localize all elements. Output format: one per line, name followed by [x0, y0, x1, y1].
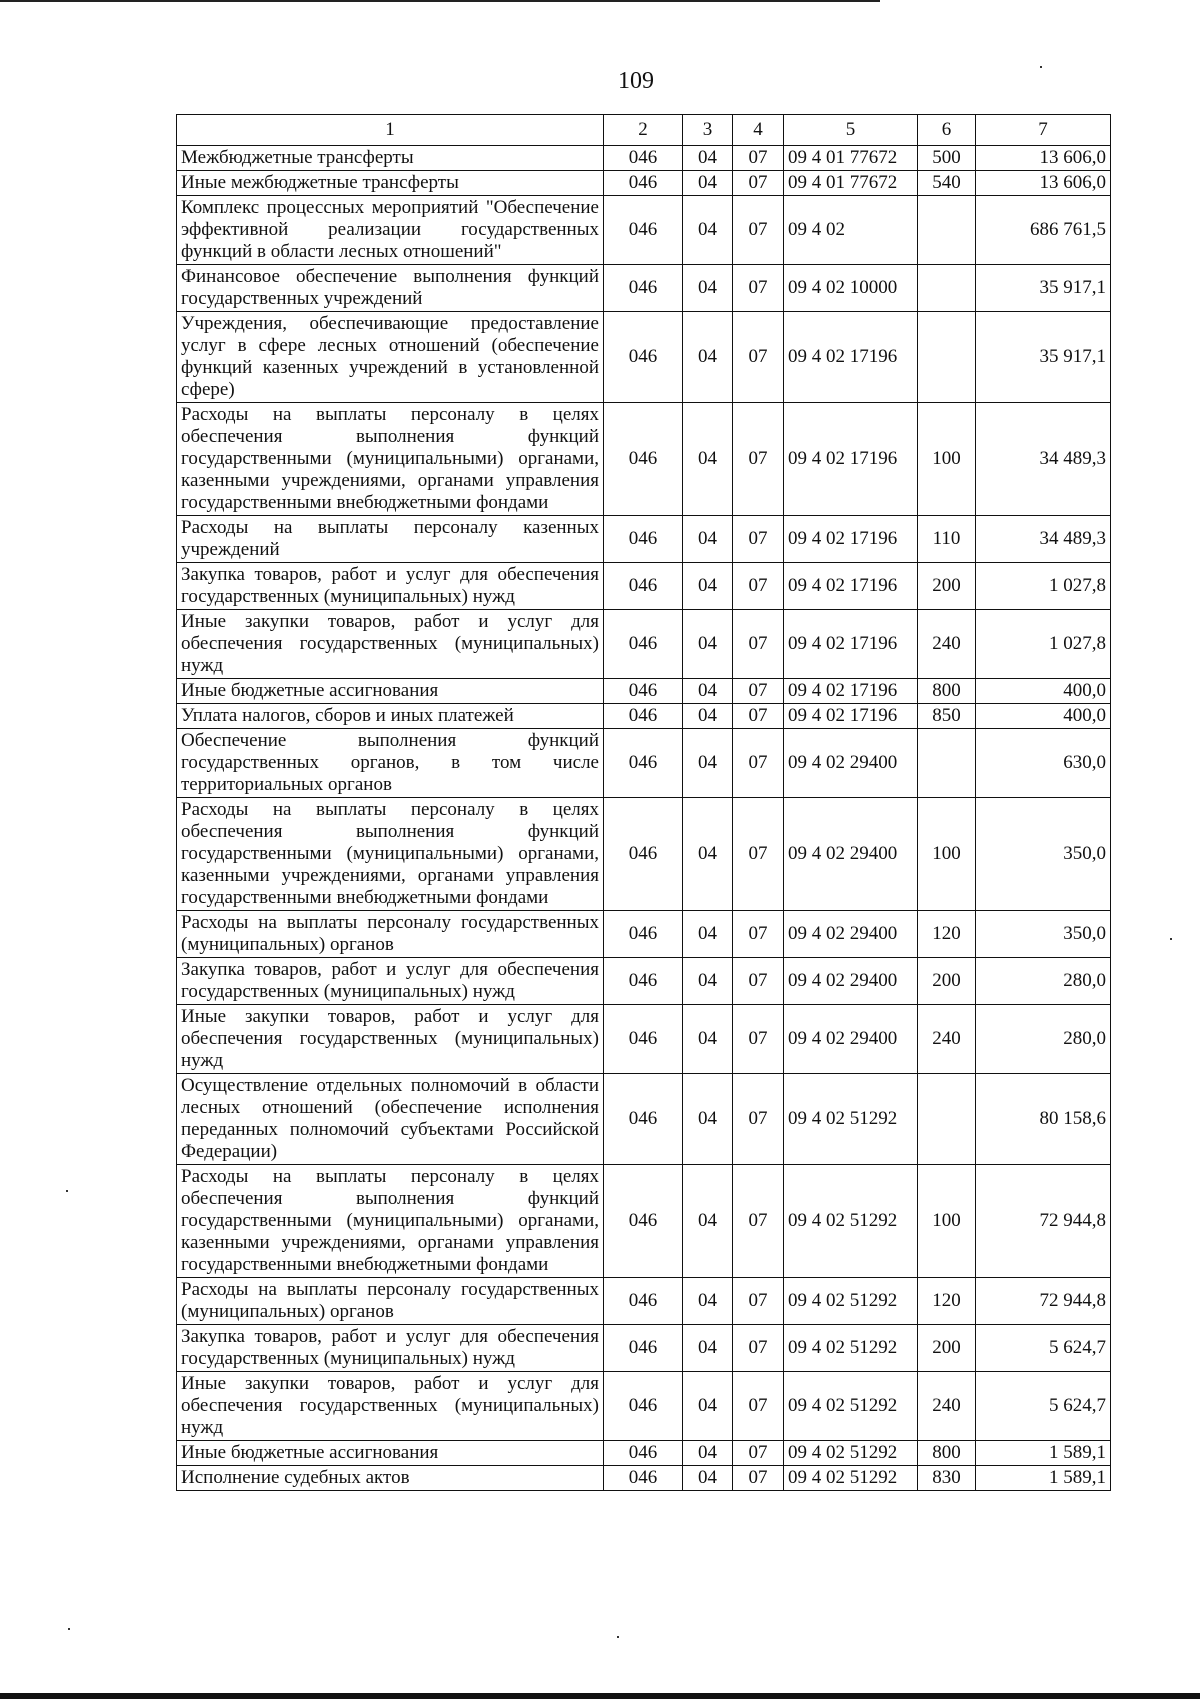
amount-cell: 35 917,1 — [976, 312, 1111, 403]
target-article-cell: 09 4 01 77672 — [784, 171, 918, 196]
expense-type-cell — [918, 196, 976, 265]
expense-type-cell: 200 — [918, 563, 976, 610]
row-name-cell: Иные бюджетные ассигнования — [177, 679, 604, 704]
amount-cell: 280,0 — [976, 1005, 1111, 1074]
table-row — [177, 704, 1111, 729]
amount-cell: 13 606,0 — [976, 171, 1111, 196]
target-article-cell: 09 4 02 10000 — [784, 265, 918, 312]
amount-cell: 34 489,3 — [976, 403, 1111, 516]
table-row — [177, 1441, 1111, 1466]
expense-type-cell: 110 — [918, 516, 976, 563]
target-article-cell: 09 4 02 17196 — [784, 704, 918, 729]
row-name-cell: Расходы на выплаты персоналу казенных учреждений — [177, 516, 604, 563]
table-row — [177, 610, 1111, 679]
expense-type-cell: 800 — [918, 1441, 976, 1466]
ministry-code-cell: 046 — [604, 704, 683, 729]
subsection-code-cell: 07 — [733, 679, 784, 704]
table-row — [177, 911, 1111, 958]
ministry-code-cell: 046 — [604, 563, 683, 610]
target-article-cell: 09 4 02 17196 — [784, 610, 918, 679]
subsection-code-cell: 07 — [733, 516, 784, 563]
table-row — [177, 403, 1111, 516]
section-code-cell: 04 — [683, 911, 733, 958]
target-article-cell: 09 4 02 17196 — [784, 563, 918, 610]
scan-speck — [1040, 66, 1042, 68]
row-name-cell: Учреждения, обеспечивающие предоставление услуг в сфере лесных отношений (обеспечение функций казенных учреждений в установленной сфере) — [177, 312, 604, 403]
expense-type-cell: 800 — [918, 679, 976, 704]
target-article-cell: 09 4 02 29400 — [784, 729, 918, 798]
amount-cell: 5 624,7 — [976, 1325, 1111, 1372]
scan-speck — [1170, 938, 1172, 940]
table-row — [177, 516, 1111, 563]
target-article-cell: 09 4 02 29400 — [784, 911, 918, 958]
section-code-cell: 04 — [683, 729, 733, 798]
row-name-cell: Иные закупки товаров, работ и услуг для обеспечения государственных (муниципальных) нужд — [177, 1372, 604, 1441]
column-header: 1 — [177, 115, 604, 146]
amount-cell: 400,0 — [976, 679, 1111, 704]
subsection-code-cell: 07 — [733, 729, 784, 798]
section-code-cell: 04 — [683, 403, 733, 516]
subsection-code-cell: 07 — [733, 403, 784, 516]
table-row — [177, 563, 1111, 610]
amount-cell: 1 589,1 — [976, 1466, 1111, 1491]
table-row — [177, 1005, 1111, 1074]
row-name-cell: Закупка товаров, работ и услуг для обеспечения государственных (муниципальных) нужд — [177, 958, 604, 1005]
amount-cell: 13 606,0 — [976, 146, 1111, 171]
target-article-cell: 09 4 02 17196 — [784, 403, 918, 516]
table-row — [177, 958, 1111, 1005]
amount-cell: 1 589,1 — [976, 1441, 1111, 1466]
subsection-code-cell: 07 — [733, 1372, 784, 1441]
row-name-cell: Обеспечение выполнения функций государственных органов, в том числе территориальных органов — [177, 729, 604, 798]
ministry-code-cell: 046 — [604, 1441, 683, 1466]
scan-bottom-edge — [0, 1693, 1200, 1699]
scan-top-edge — [0, 0, 880, 2]
ministry-code-cell: 046 — [604, 679, 683, 704]
section-code-cell: 04 — [683, 1466, 733, 1491]
amount-cell: 686 761,5 — [976, 196, 1111, 265]
section-code-cell: 04 — [683, 1325, 733, 1372]
row-name-cell: Уплата налогов, сборов и иных платежей — [177, 704, 604, 729]
subsection-code-cell: 07 — [733, 1165, 784, 1278]
section-code-cell: 04 — [683, 171, 733, 196]
ministry-code-cell: 046 — [604, 1466, 683, 1491]
subsection-code-cell: 07 — [733, 610, 784, 679]
section-code-cell: 04 — [683, 1165, 733, 1278]
page-number: 109 — [618, 68, 654, 94]
target-article-cell: 09 4 01 77672 — [784, 146, 918, 171]
table-row — [177, 1372, 1111, 1441]
ministry-code-cell: 046 — [604, 610, 683, 679]
budget-table — [176, 114, 1111, 1491]
table-row — [177, 1165, 1111, 1278]
expense-type-cell — [918, 265, 976, 312]
expense-type-cell: 500 — [918, 146, 976, 171]
expense-type-cell — [918, 312, 976, 403]
target-article-cell: 09 4 02 51292 — [784, 1325, 918, 1372]
table-row — [177, 1278, 1111, 1325]
section-code-cell: 04 — [683, 1005, 733, 1074]
ministry-code-cell: 046 — [604, 1005, 683, 1074]
subsection-code-cell: 07 — [733, 1466, 784, 1491]
expense-type-cell: 120 — [918, 911, 976, 958]
target-article-cell: 09 4 02 51292 — [784, 1441, 918, 1466]
ministry-code-cell: 046 — [604, 729, 683, 798]
row-name-cell: Иные закупки товаров, работ и услуг для обеспечения государственных (муниципальных) нужд — [177, 610, 604, 679]
amount-cell: 72 944,8 — [976, 1165, 1111, 1278]
amount-cell: 35 917,1 — [976, 265, 1111, 312]
column-header: 3 — [683, 115, 733, 146]
expense-type-cell: 240 — [918, 610, 976, 679]
amount-cell: 1 027,8 — [976, 563, 1111, 610]
subsection-code-cell: 07 — [733, 1441, 784, 1466]
ministry-code-cell: 046 — [604, 798, 683, 911]
section-code-cell: 04 — [683, 265, 733, 312]
ministry-code-cell: 046 — [604, 312, 683, 403]
table-row — [177, 146, 1111, 171]
table-row — [177, 679, 1111, 704]
target-article-cell: 09 4 02 51292 — [784, 1372, 918, 1441]
ministry-code-cell: 046 — [604, 171, 683, 196]
subsection-code-cell: 07 — [733, 312, 784, 403]
table-row — [177, 729, 1111, 798]
table-row — [177, 1466, 1111, 1491]
subsection-code-cell: 07 — [733, 146, 784, 171]
table-row — [177, 798, 1111, 911]
section-code-cell: 04 — [683, 146, 733, 171]
ministry-code-cell: 046 — [604, 1074, 683, 1165]
expense-type-cell: 850 — [918, 704, 976, 729]
section-code-cell: 04 — [683, 704, 733, 729]
expense-type-cell — [918, 729, 976, 798]
amount-cell: 1 027,8 — [976, 610, 1111, 679]
amount-cell: 34 489,3 — [976, 516, 1111, 563]
section-code-cell: 04 — [683, 1074, 733, 1165]
amount-cell: 350,0 — [976, 911, 1111, 958]
section-code-cell: 04 — [683, 196, 733, 265]
amount-cell: 630,0 — [976, 729, 1111, 798]
amount-cell: 400,0 — [976, 704, 1111, 729]
column-header: 4 — [733, 115, 784, 146]
expense-type-cell: 120 — [918, 1278, 976, 1325]
target-article-cell: 09 4 02 17196 — [784, 516, 918, 563]
expense-type-cell: 540 — [918, 171, 976, 196]
ministry-code-cell: 046 — [604, 911, 683, 958]
row-name-cell: Иные закупки товаров, работ и услуг для обеспечения государственных (муниципальных) нужд — [177, 1005, 604, 1074]
subsection-code-cell: 07 — [733, 1325, 784, 1372]
expense-type-cell: 200 — [918, 1325, 976, 1372]
target-article-cell: 09 4 02 51292 — [784, 1165, 918, 1278]
scan-speck — [68, 1628, 70, 1630]
section-code-cell: 04 — [683, 610, 733, 679]
subsection-code-cell: 07 — [733, 1278, 784, 1325]
table-row — [177, 196, 1111, 265]
subsection-code-cell: 07 — [733, 171, 784, 196]
section-code-cell: 04 — [683, 1372, 733, 1441]
row-name-cell: Исполнение судебных актов — [177, 1466, 604, 1491]
subsection-code-cell: 07 — [733, 798, 784, 911]
ministry-code-cell: 046 — [604, 196, 683, 265]
row-name-cell: Иные межбюджетные трансферты — [177, 171, 604, 196]
target-article-cell: 09 4 02 — [784, 196, 918, 265]
section-code-cell: 04 — [683, 563, 733, 610]
table-row — [177, 265, 1111, 312]
row-name-cell: Расходы на выплаты персоналу в целях обеспечения выполнения функций государственными (муниципальными) органами, казенными учреждениями, органами управления государственными внебюджетными фондами — [177, 1165, 604, 1278]
target-article-cell: 09 4 02 51292 — [784, 1278, 918, 1325]
scan-speck — [66, 1190, 68, 1192]
subsection-code-cell: 07 — [733, 1074, 784, 1165]
table-row — [177, 1074, 1111, 1165]
row-name-cell: Закупка товаров, работ и услуг для обеспечения государственных (муниципальных) нужд — [177, 563, 604, 610]
ministry-code-cell: 046 — [604, 1325, 683, 1372]
table-header-row — [177, 115, 1111, 146]
subsection-code-cell: 07 — [733, 704, 784, 729]
ministry-code-cell: 046 — [604, 1278, 683, 1325]
section-code-cell: 04 — [683, 798, 733, 911]
row-name-cell: Расходы на выплаты персоналу в целях обеспечения выполнения функций государственными (муниципальными) органами, казенными учреждениями, органами управления государственными внебюджетными фондами — [177, 798, 604, 911]
subsection-code-cell: 07 — [733, 196, 784, 265]
section-code-cell: 04 — [683, 312, 733, 403]
row-name-cell: Расходы на выплаты персоналу в целях обеспечения выполнения функций государственными (муниципальными) органами, казенными учреждениями, органами управления государственными внебюджетными фондами — [177, 403, 604, 516]
ministry-code-cell: 046 — [604, 146, 683, 171]
target-article-cell: 09 4 02 29400 — [784, 958, 918, 1005]
amount-cell: 350,0 — [976, 798, 1111, 911]
table-row — [177, 1325, 1111, 1372]
section-code-cell: 04 — [683, 679, 733, 704]
target-article-cell: 09 4 02 17196 — [784, 312, 918, 403]
ministry-code-cell: 046 — [604, 265, 683, 312]
expense-type-cell: 240 — [918, 1372, 976, 1441]
expense-type-cell: 100 — [918, 1165, 976, 1278]
expense-type-cell: 830 — [918, 1466, 976, 1491]
row-name-cell: Межбюджетные трансферты — [177, 146, 604, 171]
row-name-cell: Иные бюджетные ассигнования — [177, 1441, 604, 1466]
ministry-code-cell: 046 — [604, 516, 683, 563]
column-header: 5 — [784, 115, 918, 146]
column-header: 2 — [604, 115, 683, 146]
section-code-cell: 04 — [683, 1441, 733, 1466]
ministry-code-cell: 046 — [604, 958, 683, 1005]
expense-type-cell — [918, 1074, 976, 1165]
expense-type-cell: 100 — [918, 403, 976, 516]
row-name-cell: Расходы на выплаты персоналу государственных (муниципальных) органов — [177, 911, 604, 958]
expense-type-cell: 200 — [918, 958, 976, 1005]
amount-cell: 72 944,8 — [976, 1278, 1111, 1325]
ministry-code-cell: 046 — [604, 403, 683, 516]
subsection-code-cell: 07 — [733, 911, 784, 958]
amount-cell: 280,0 — [976, 958, 1111, 1005]
amount-cell: 5 624,7 — [976, 1372, 1111, 1441]
column-header: 7 — [976, 115, 1111, 146]
target-article-cell: 09 4 02 29400 — [784, 798, 918, 911]
column-header: 6 — [918, 115, 976, 146]
expense-type-cell: 100 — [918, 798, 976, 911]
table-row — [177, 312, 1111, 403]
ministry-code-cell: 046 — [604, 1372, 683, 1441]
amount-cell: 80 158,6 — [976, 1074, 1111, 1165]
target-article-cell: 09 4 02 51292 — [784, 1074, 918, 1165]
ministry-code-cell: 046 — [604, 1165, 683, 1278]
subsection-code-cell: 07 — [733, 958, 784, 1005]
subsection-code-cell: 07 — [733, 1005, 784, 1074]
row-name-cell: Комплекс процессных мероприятий "Обеспечение эффективной реализации государственных функций в области лесных отношений" — [177, 196, 604, 265]
subsection-code-cell: 07 — [733, 563, 784, 610]
subsection-code-cell: 07 — [733, 265, 784, 312]
target-article-cell: 09 4 02 51292 — [784, 1466, 918, 1491]
target-article-cell: 09 4 02 29400 — [784, 1005, 918, 1074]
row-name-cell: Осуществление отдельных полномочий в области лесных отношений (обеспечение исполнения переданных полномочий субъектами Российской Федерации) — [177, 1074, 604, 1165]
expense-type-cell: 240 — [918, 1005, 976, 1074]
target-article-cell: 09 4 02 17196 — [784, 679, 918, 704]
row-name-cell: Финансовое обеспечение выполнения функций государственных учреждений — [177, 265, 604, 312]
scan-speck — [617, 1636, 619, 1638]
table-row — [177, 171, 1111, 196]
row-name-cell: Закупка товаров, работ и услуг для обеспечения государственных (муниципальных) нужд — [177, 1325, 604, 1372]
section-code-cell: 04 — [683, 958, 733, 1005]
section-code-cell: 04 — [683, 1278, 733, 1325]
section-code-cell: 04 — [683, 516, 733, 563]
row-name-cell: Расходы на выплаты персоналу государственных (муниципальных) органов — [177, 1278, 604, 1325]
